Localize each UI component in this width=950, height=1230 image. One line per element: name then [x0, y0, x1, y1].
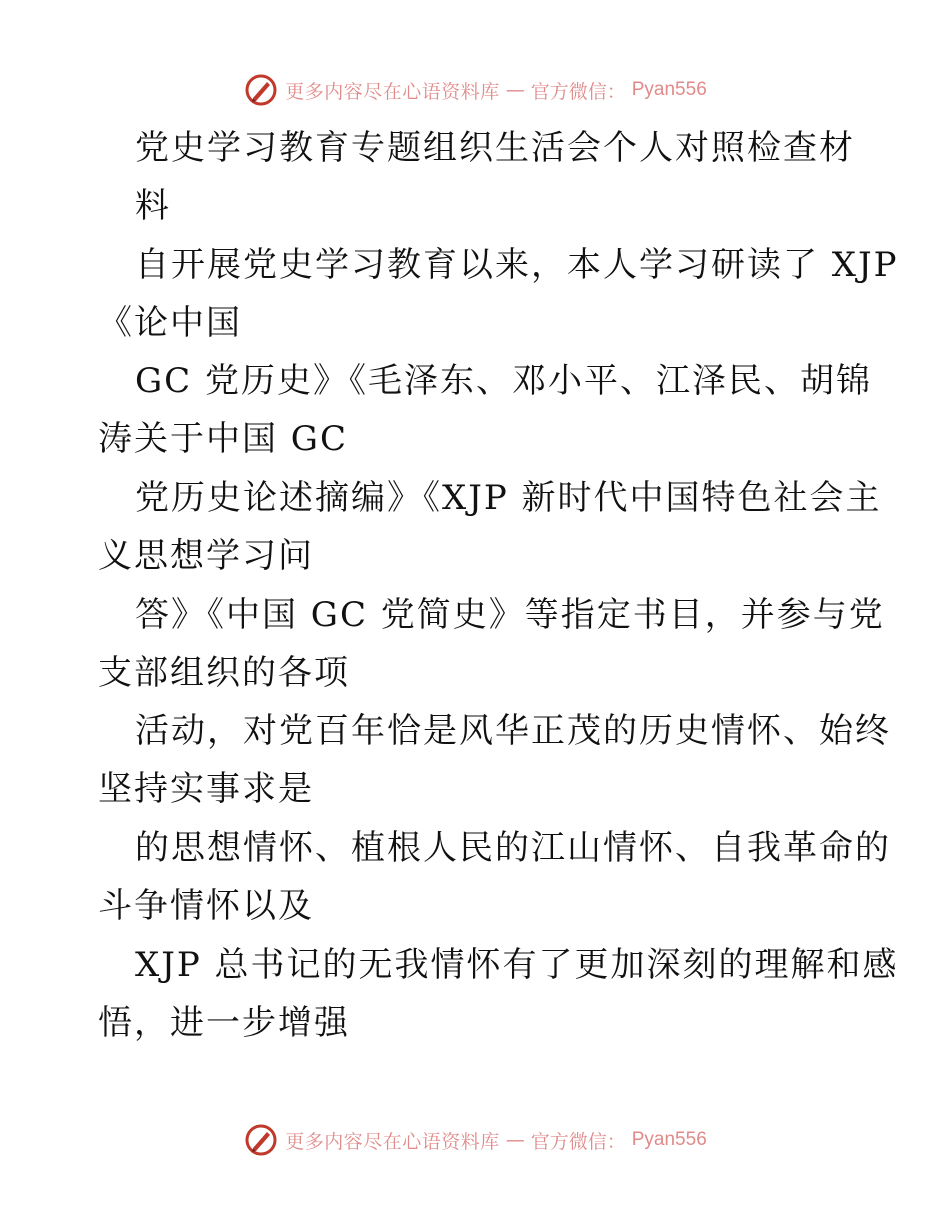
watermark-text: 更多内容尽在心语资料库	[285, 1130, 500, 1153]
paragraph-line: XJP 总书记的无我情怀有了更加深刻的理解和感	[135, 945, 899, 985]
watermark-wechat-id: Pyan556	[631, 1129, 707, 1150]
footer-watermark	[0, 1120, 950, 1160]
paragraph-line: 的思想情怀、植根人民的江山情怀、自我革命的	[135, 828, 891, 868]
pen-logo-icon	[243, 72, 279, 108]
paragraph-line: 活动，对党百年恰是风华正茂的历史情怀、始终	[135, 711, 891, 751]
watermark-separator: —	[505, 79, 525, 101]
paragraph-line: 悟，进一步增强	[98, 1003, 350, 1043]
document-title-line-1: 党史学习教育专题组织生活会个人对照检查材	[135, 128, 855, 168]
paragraph-line: 义思想学习问	[98, 536, 314, 576]
pen-logo-icon	[243, 1122, 279, 1158]
watermark-text: 更多内容尽在心语资料库	[285, 80, 500, 103]
paragraph-line: 坚持实事求是	[98, 769, 314, 809]
watermark-wechat-label: 官方微信：	[530, 80, 626, 103]
paragraph-line: 党历史论述摘编》《XJP 新时代中国特色社会主	[135, 478, 882, 518]
watermark-wechat-id: Pyan556	[631, 79, 707, 100]
paragraph-line: 涛关于中国 GC	[98, 419, 348, 459]
paragraph-line: 支部组织的各项	[98, 653, 350, 693]
paragraph-line: 自开展党史学习教育以来，本人学习研读了 XJP	[135, 245, 899, 285]
document-title-line-2: 料	[135, 186, 171, 226]
paragraph-line: 答》《中国 GC 党简史》等指定书目，并参与党	[135, 595, 885, 635]
watermark-wechat-label: 官方微信：	[530, 1130, 626, 1153]
paragraph-line: 《论中国	[98, 303, 242, 343]
paragraph-line: 斗争情怀以及	[98, 886, 314, 926]
paragraph-line: GC 党历史》《毛泽东、邓小平、江泽民、胡锦	[135, 361, 872, 401]
watermark-separator: —	[505, 1129, 525, 1151]
header-watermark	[0, 70, 950, 110]
